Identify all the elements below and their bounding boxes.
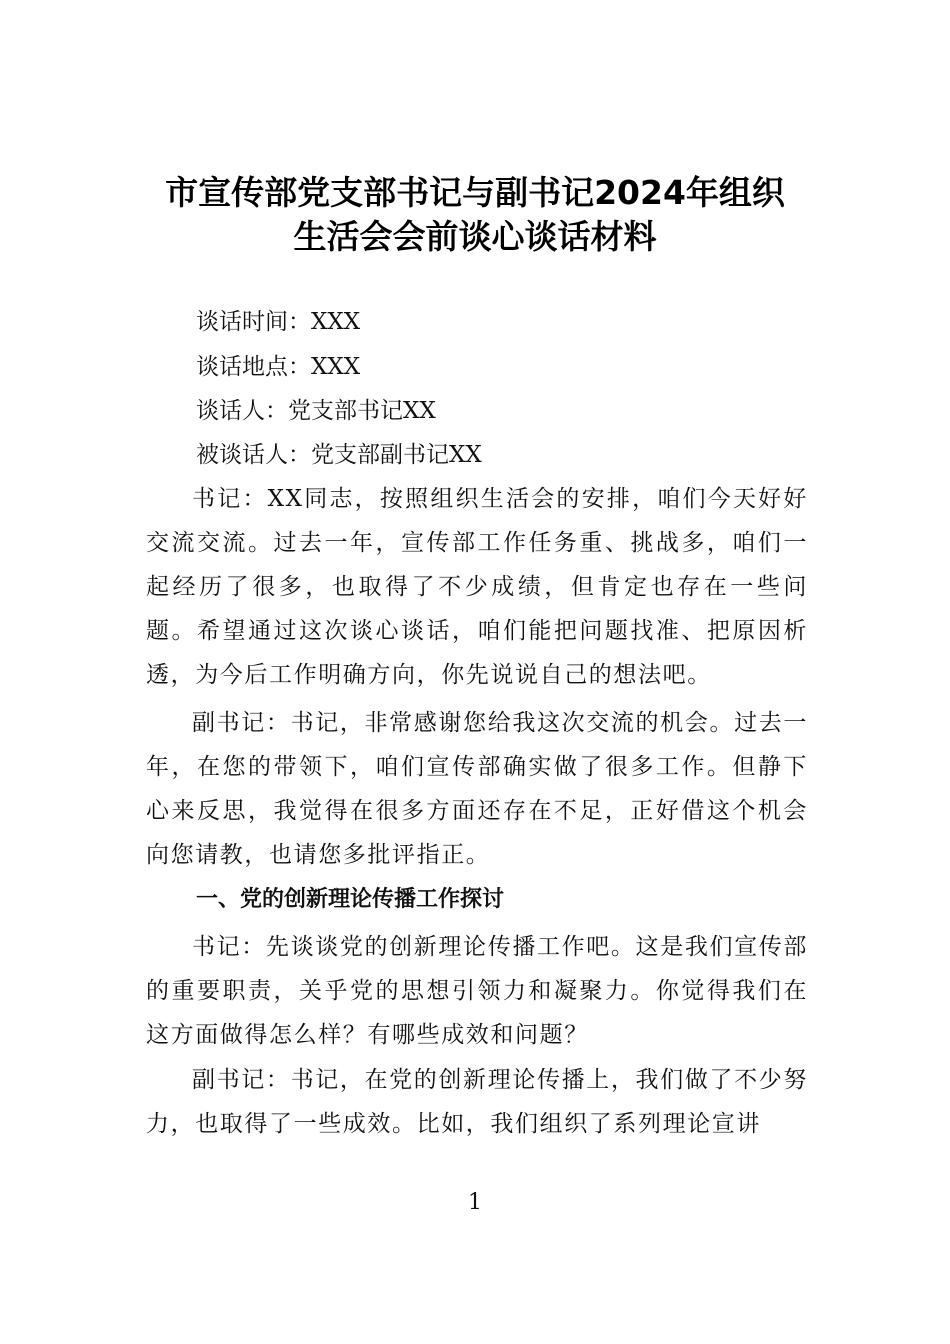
paragraph-secretary-question: 书记：先谈谈党的创新理论传播工作吧。这是我们宣传部的重要职责，关乎党的思想引领力和凝聚力。你觉得我们在这方面做得怎么样？有哪些成效和问题？	[146, 934, 808, 1048]
listener: 被谈话人：党支部副书记XX	[196, 442, 482, 468]
paragraph-deputy-response: 副书记：书记，非常感谢您给我这次交流的机会。过去一年，在您的带领下，咱们宣传部确实做了很多工作。但静下心来反思，我觉得在很多方面还存在不足，正好借这个机会向您请教，也请您多批评指正。	[146, 710, 808, 868]
paragraph-deputy-answer: 副书记：书记，在党的创新理论传播上，我们做了不少努力，也取得了一些成效。比如，我们组织了系列理论宣讲	[146, 1067, 808, 1137]
meeting-time: 谈话时间：XXX	[196, 309, 361, 335]
meeting-place: 谈话地点：XXX	[196, 354, 361, 380]
page-number: 1	[468, 1190, 482, 1215]
section-heading: 一、党的创新理论传播工作探讨	[196, 887, 505, 912]
document-title-line-1: 市宣传部党支部书记与副书记2024年组织	[165, 173, 785, 212]
document-title-line-2: 生活会会前谈心谈话材料	[293, 217, 657, 256]
speaker: 谈话人：党支部书记XX	[196, 398, 436, 424]
paragraph-secretary-opening: 书记：XX同志，按照组织生活会的安排，咱们今天好好交流交流。过去一年，宣传部工作任务重、挑战多，咱们一起经历了很多，也取得了不少成绩，但肯定也存在一些问题。希望通过这次谈心谈话，咱们能把问题找准、把原因析透，为今后工作明确方向，你先说说自己的想法吧。	[146, 486, 808, 688]
